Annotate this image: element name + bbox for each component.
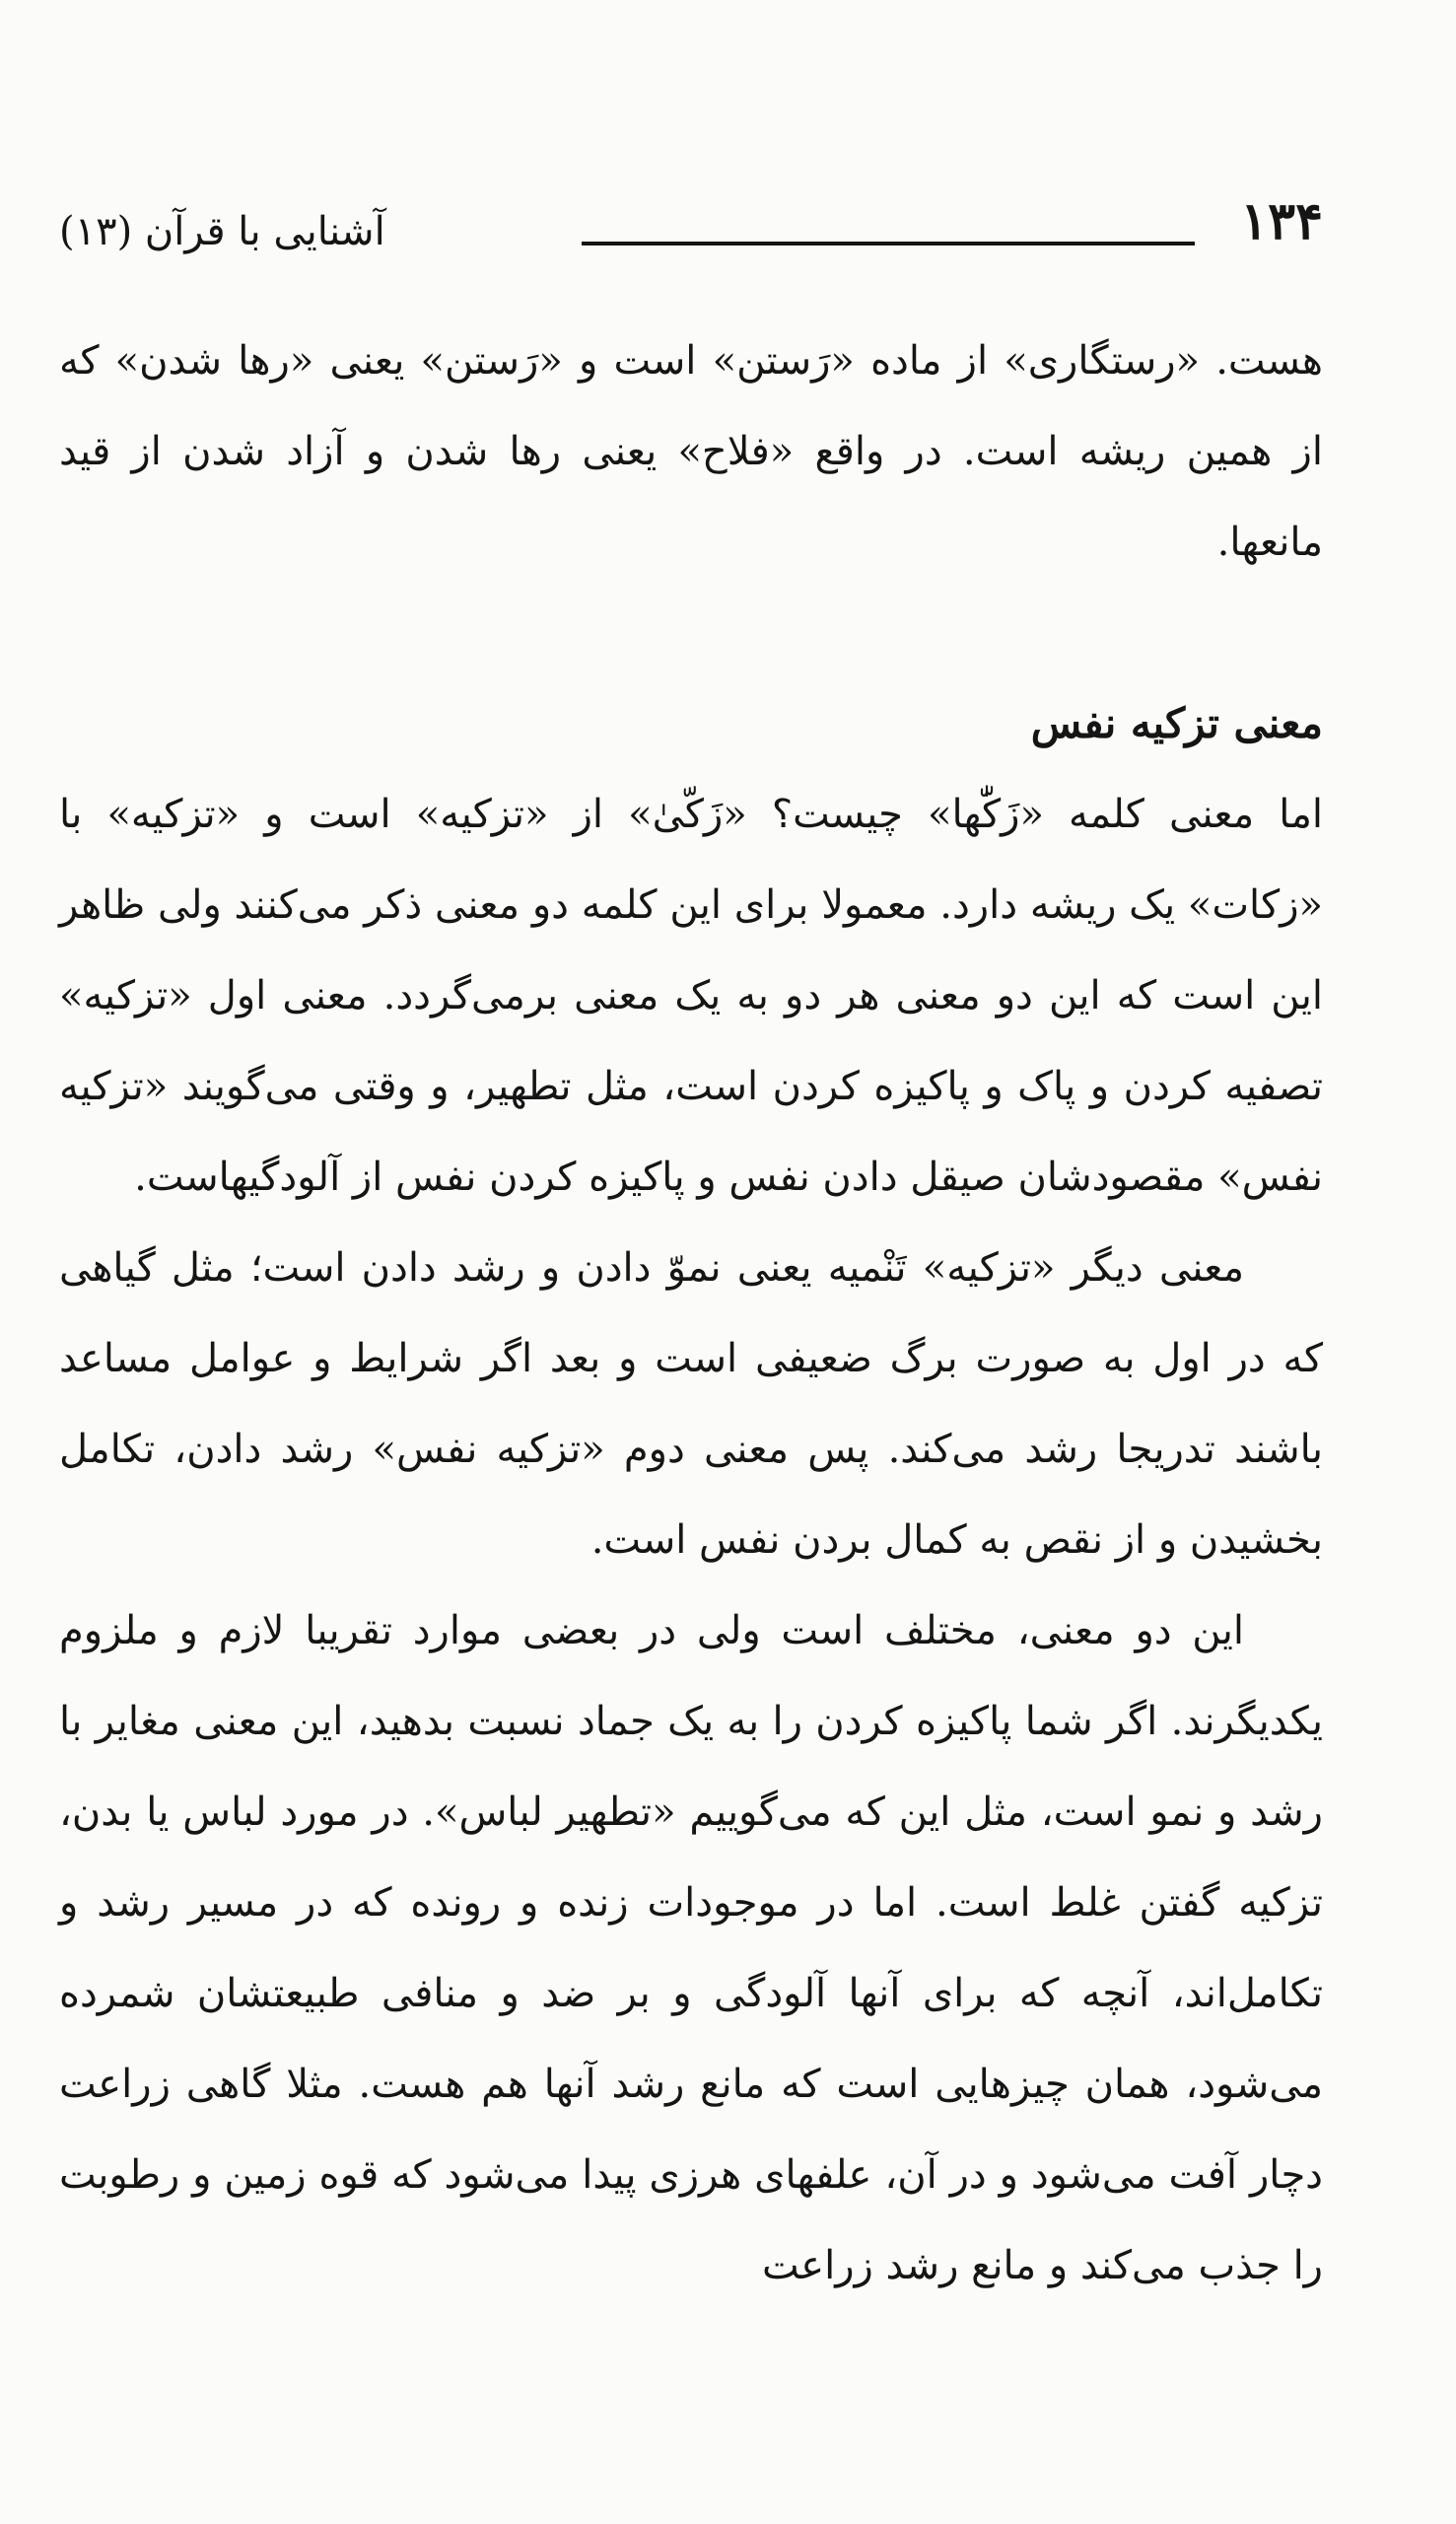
paragraph: معنی دیگر «تزکیه» تَنْمیه یعنی نموّ دادن و رشد دادن است؛ مثل گیاهی که در اول به صورت برگ ضعیفی است و بعد اگر شرایط و عوامل مساعد باشند تدریجا رشد می‌کند. پس معنی دوم «تزکیه نفس» رشد دادن، تکامل بخشیدن و از نقص به کمال بردن نفس است. [59,1245,1323,1563]
paragraph: این دو معنی، مختلف است ولی در بعضی موارد تقریبا لازم و ملزوم یکدیگرند. اگر شما پاکیزه کردن را به یک جماد نسبت بدهید، این معنی مغایر با رشد و نمو است، مثل این که می‌گوییم «تطهیر لباس». در مورد لباس یا بدن، تزکیه گفتن غلط است. اما در موجودات زنده و رونده که در مسیر رشد و تکامل‌اند، آنچه که برای آنها آلودگی و بر ضد و منافی طبیعتشان شمرده می‌شود، همان چیزهایی است که مانع رشد آنها هم هست. مثلا گاهی زراعت دچار آفت می‌شود و در آن، علفهای هرزی پیدا می‌شود که قوه زمین و رطوبت را جذب می‌کند و مانع رشد زراعت [59,1608,1323,2288]
paragraph: اما معنی کلمه «زَکّٰها» چیست؟ «زَکّیٰ» از «تزکیه» است و «تزکیه» با «زکات» یک ریشه دارد. معمولا برای این کلمه دو معنی ذکر می‌کنند ولی ظاهر این است که این دو معنی هر دو به یک معنی برمی‌گردد. معنی اول «تزکیه» تصفیه کردن و پاک و پاکیزه کردن است، مثل تطهیر، و وقتی می‌گویند «تزکیه نفس» مقصودشان صیقل دادن نفس و پاکیزه کردن نفس از آلودگیهاست. [59,792,1323,1200]
continued-paragraph: هست. «رستگاری» از ماده «رَستن» است و «رَستن» یعنی «رها شدن» که از همین ریشه است. در واقع «فلاح» یعنی رها شدن و آزاد شدن از قید مانعها. [59,338,1323,565]
section-heading: معنی تزکیه نفس [1030,699,1323,747]
running-title: آشنایی با قرآن (۱۳) [59,209,385,254]
running-header [59,191,1323,261]
header-rule [582,242,1195,245]
body-text [59,316,1323,2311]
page-number: ۱۳۴ [1240,191,1323,251]
